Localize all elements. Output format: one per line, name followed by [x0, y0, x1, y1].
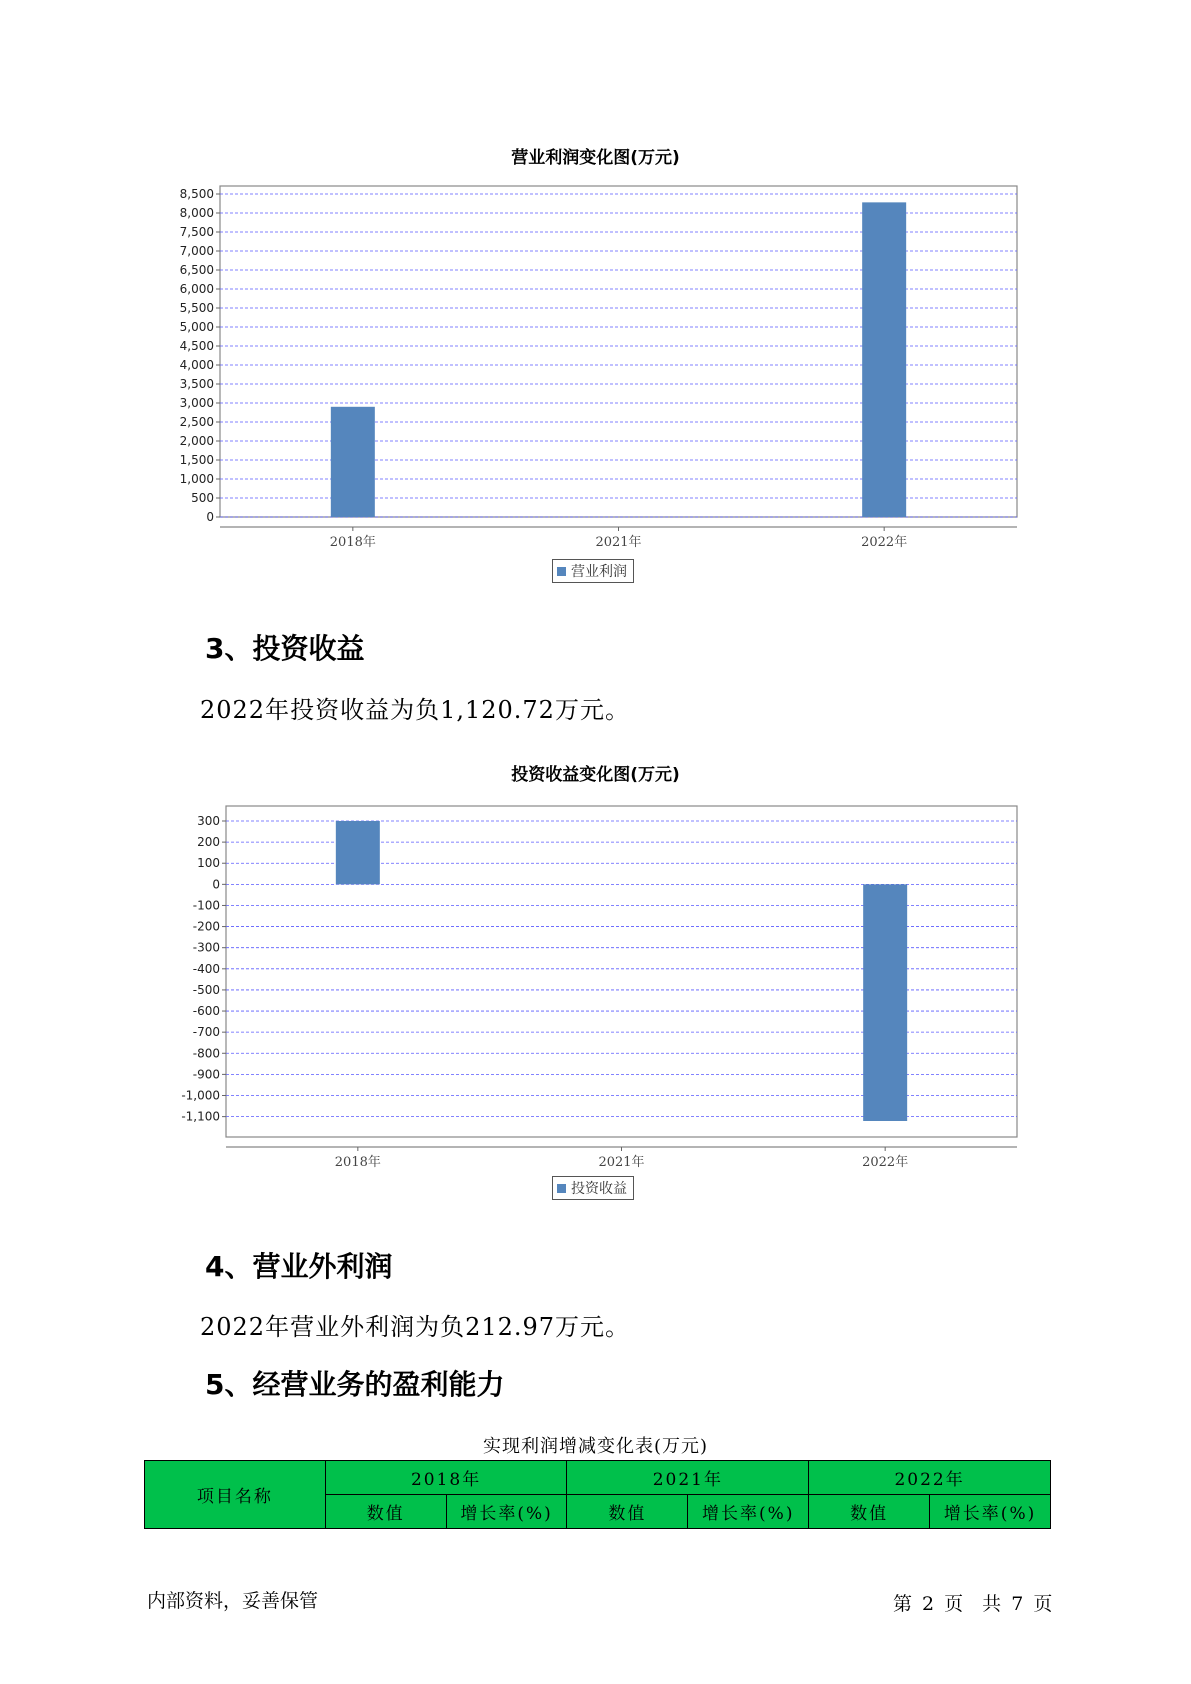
sub-header-value: 数值	[809, 1495, 930, 1529]
chart1-ytick-label: 5,500	[179, 301, 214, 315]
chart2-ytick-label: -700	[192, 1025, 220, 1040]
table-caption: 实现利润增减变化表(万元)	[482, 1436, 709, 1457]
chart2-bar	[863, 884, 907, 1121]
section3-heading: 3、投资收益	[205, 632, 365, 665]
footer-confidential-note: 内部资料，妥善保管	[147, 1590, 319, 1612]
chart1-legend-label: 营业利润	[571, 564, 627, 580]
section5-heading: 5、经营业务的盈利能力	[205, 1368, 505, 1401]
chart2-legend	[552, 1176, 634, 1200]
chart2-ytick-label: -600	[192, 1004, 220, 1019]
chart1-ytick-label: 1,500	[179, 453, 214, 467]
chart2-legend-swatch	[557, 1184, 566, 1193]
chart1-ytick-label: 1,000	[179, 472, 214, 486]
chart1-ytick-label: 2,000	[179, 434, 214, 448]
chart1-ytick-label: 4,000	[179, 358, 214, 372]
chart1-ytick-label: 8,000	[179, 206, 214, 220]
section4-heading: 4、营业外利润	[205, 1250, 393, 1283]
chart1-ytick-label: 6,000	[179, 282, 214, 296]
chart1-ytick-label: 500	[191, 491, 214, 505]
chart2-ytick-label: 200	[197, 835, 220, 850]
chart1-ytick-label: 7,000	[179, 244, 214, 258]
year-header-2021: 2021年	[567, 1461, 809, 1495]
chart1-ytick-label: 3,500	[179, 377, 214, 391]
chart1-ytick-label: 0	[206, 510, 214, 524]
chart2-xtick-label: 2022年	[862, 1155, 909, 1170]
chart1-xtick-label: 2021年	[595, 535, 642, 550]
chart2-title: 投资收益变化图(万元)	[511, 765, 680, 785]
item-name-header: 项目名称	[145, 1461, 326, 1529]
chart2-ytick-label: 300	[197, 814, 220, 828]
sub-header-value: 数值	[567, 1495, 688, 1529]
chart2-bar	[336, 821, 380, 884]
chart1-ytick-label: 5,000	[179, 320, 214, 334]
section3-text: 2022年投资收益为负1,120.72万元。	[200, 696, 630, 724]
chart2-xtick-label: 2021年	[598, 1155, 645, 1170]
chart2-ytick-label: -500	[192, 982, 220, 997]
chart1-xtick-label: 2018年	[329, 535, 376, 550]
footer-page-number: 第 2 页 共 7 页	[893, 1593, 1053, 1615]
profit-change-table	[144, 1460, 1051, 1529]
chart2-ytick-label: -1,100	[181, 1109, 220, 1124]
chart1-ytick-label: 4,500	[179, 339, 214, 353]
chart2-ytick-label: -200	[192, 919, 220, 934]
chart2-legend-label: 投资收益	[571, 1181, 627, 1197]
chart1-ytick-label: 7,500	[179, 225, 214, 239]
year-header-2018: 2018年	[325, 1461, 567, 1495]
chart2-ytick-label: -400	[192, 961, 220, 976]
chart1-ytick-label: 8,500	[179, 187, 214, 201]
chart2-ytick-label: -800	[192, 1046, 220, 1061]
sub-header-growth: 增长率(%)	[930, 1495, 1051, 1529]
sub-header-growth: 增长率(%)	[446, 1495, 567, 1529]
chart2-ytick-label: 100	[197, 856, 220, 871]
sub-header-growth: 增长率(%)	[688, 1495, 809, 1529]
year-header-2022: 2022年	[809, 1461, 1051, 1495]
chart2-ytick-label: -900	[192, 1067, 220, 1082]
chart2-ytick-label: -300	[192, 940, 220, 955]
chart2-ytick-label: 0	[212, 877, 220, 892]
chart2-xtick-label: 2018年	[334, 1155, 381, 1170]
chart1-title: 营业利润变化图(万元)	[511, 148, 680, 168]
chart2-ytick-label: -1,000	[181, 1088, 220, 1103]
section4-text: 2022年营业外利润为负212.97万元。	[200, 1313, 631, 1341]
chart1-ytick-label: 3,000	[179, 396, 214, 410]
sub-header-value: 数值	[325, 1495, 446, 1529]
chart1-ytick-label: 2,500	[179, 415, 214, 429]
chart1-ytick-label: 6,500	[179, 263, 214, 277]
chart1-xtick-label: 2022年	[861, 535, 908, 550]
chart2-ytick-label: -100	[192, 898, 220, 913]
